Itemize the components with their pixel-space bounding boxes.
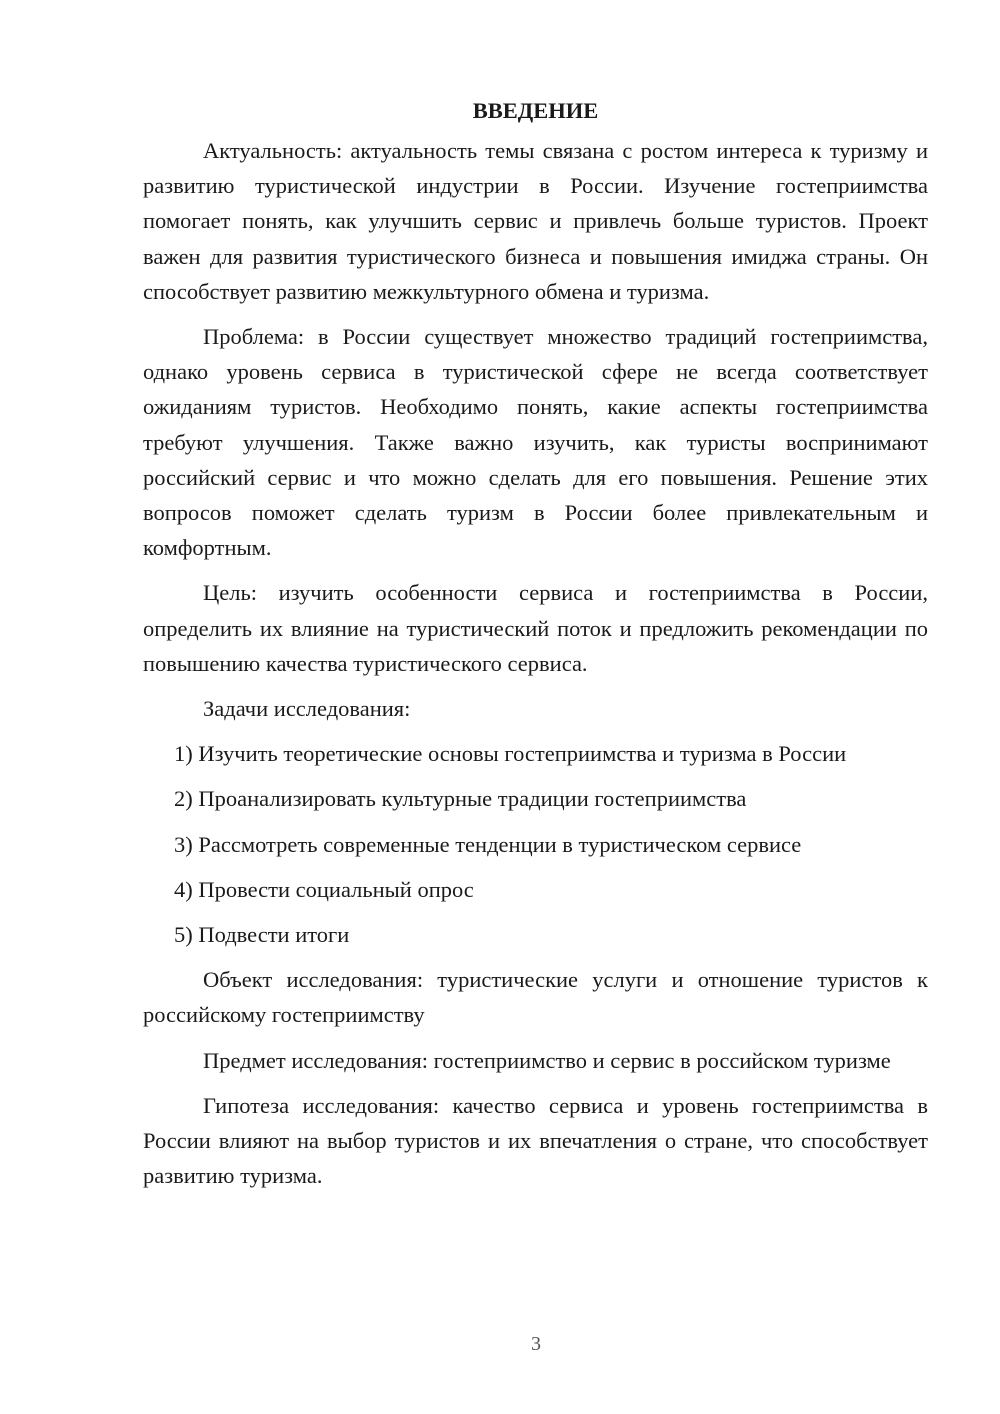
- goal-paragraph: Цель: изучить особенности сервиса и гостеприимства в России, определить их влияние на туристический поток и предложить рекомендации по повышению качества туристического сервиса.: [143, 580, 928, 676]
- list-item: 2) Проанализировать культурные традиции гостеприимства: [174, 786, 747, 812]
- list-item: 3) Рассмотреть современные тенденции в туристическом сервисе: [174, 831, 802, 857]
- page-title: ВВЕДЕНИЕ: [472, 98, 599, 123]
- page-content: [143, 93, 928, 1203]
- list-item: 4) Провести социальный опрос: [174, 876, 474, 902]
- subject-paragraph: Предмет исследования: гостеприимство и сервис в российском туризме: [203, 1047, 891, 1073]
- tasks-label: Задачи исследования:: [203, 696, 411, 722]
- object-paragraph: Объект исследования: туристические услуги и отношение туристов к российскому гостеприимству: [143, 967, 928, 1028]
- problem-paragraph: Проблема: в России существует множество традиций гостеприимства, однако уровень сервиса в туристической сфере не всегда соответствует ожиданиям туристов. Необходимо понять, какие аспекты гостеприимства требуют улучшения. Также важно изучить, как туристы воспринимают российский сервис и что можно сделать для его повышения. Решение этих вопросов поможет сделать туризм в России более привлекательным и комфортным.: [143, 324, 928, 561]
- hypothesis-paragraph: Гипотеза исследования: качество сервиса и уровень гостеприимства в России влияют на выбор туристов и их впечатления о стране, что способствует развитию туризма.: [143, 1092, 928, 1189]
- relevance-paragraph: Актуальность: актуальность темы связана с ростом интереса к туризму и развитию туристической индустрии в России. Изучение гостеприимства помогает понять, как улучшить сервис и привлечь больше туристов. Проект важен для развития туристического бизнеса и повышения имиджа страны. Он способствует развитию межкультурного обмена и туризма.: [143, 138, 928, 304]
- task-list: [143, 736, 928, 952]
- list-item: 1) Изучить теоретические основы гостеприимства и туризма в России: [174, 741, 847, 767]
- list-item: 5) Подвести итоги: [174, 922, 350, 948]
- page-number: 3: [531, 1333, 541, 1355]
